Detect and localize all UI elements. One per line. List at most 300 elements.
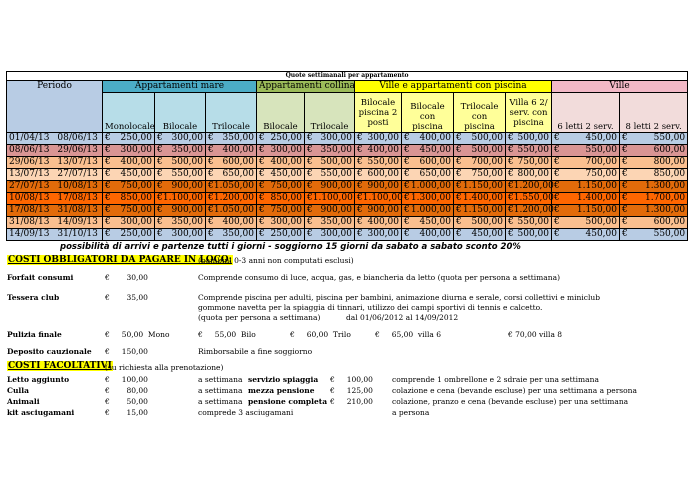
price-value: 450,00: [270, 169, 302, 179]
price-value: 700,00: [585, 157, 617, 167]
price-cell: [620, 145, 688, 157]
price-value: 900,00: [320, 181, 352, 191]
period-cell: [7, 217, 103, 229]
price-value: 550,00: [367, 157, 399, 167]
currency-symbol: €: [105, 181, 111, 191]
price-cell: [305, 205, 355, 217]
price-cell: [103, 145, 155, 157]
price-cell: [103, 133, 155, 145]
price-cell: [155, 145, 206, 157]
column-header: 8 letti 2 serv.: [620, 93, 688, 133]
currency-symbol: €: [208, 193, 214, 203]
table-row: [7, 157, 688, 169]
currency-symbol: €: [456, 229, 462, 239]
period-to: 29/06/13: [57, 145, 98, 155]
price-value: 300,00: [270, 217, 302, 227]
currency-symbol: €: [307, 133, 313, 143]
price-value: 750,00: [471, 169, 503, 179]
currency-symbol: €: [508, 181, 514, 191]
price-cell: [552, 181, 620, 193]
price-value: 500,00: [517, 229, 549, 239]
price-value: 900,00: [320, 205, 352, 215]
optional-right-desc: colazione, pranzo e cena (bevande escluse) per una settimana: [392, 397, 629, 406]
price-cell: [552, 229, 620, 241]
currency-symbol: €: [157, 169, 163, 179]
price-cell: [103, 205, 155, 217]
period-cell: [7, 169, 103, 181]
optional-left-desc: a settimana: [198, 397, 243, 406]
currency-symbol: €: [554, 133, 560, 143]
currency-symbol: €: [554, 157, 560, 167]
price-value: 900,00: [171, 181, 203, 191]
price-value: 400,00: [270, 157, 302, 167]
pulizia-mono: € 50,00 Mono: [105, 330, 170, 339]
price-cell: [402, 145, 454, 157]
price-cell: [355, 145, 402, 157]
currency-symbol: €: [622, 181, 628, 191]
currency-symbol: €: [622, 217, 628, 227]
currency-symbol: €: [105, 193, 111, 203]
mandatory-costs-subtitle: (bambini 0-3 anni non computati esclusi): [198, 256, 354, 265]
column-header: Trilocale: [305, 93, 355, 133]
price-cell: [552, 157, 620, 169]
currency-symbol: €: [259, 193, 265, 203]
optional-left-amount: € 15,00: [105, 408, 148, 417]
price-cell: [305, 145, 355, 157]
table-row: [7, 181, 688, 193]
price-value: 1.200,00: [213, 193, 254, 203]
price-cell: [506, 157, 552, 169]
deposito-amount: € 150,00: [105, 347, 148, 356]
price-cell: [402, 193, 454, 205]
price-cell: [620, 181, 688, 193]
price-cell: [454, 157, 506, 169]
price-value: 250,00: [270, 133, 302, 143]
currency-symbol: €: [622, 205, 628, 215]
price-value: 600,00: [419, 157, 451, 167]
period-from: 13/07/13: [9, 169, 50, 179]
price-cell: [103, 217, 155, 229]
currency-symbol: €: [622, 157, 628, 167]
currency-symbol: €: [208, 181, 214, 191]
price-value: 1.200,00: [513, 205, 554, 215]
price-value: 550,00: [585, 145, 617, 155]
currency-symbol: €: [157, 133, 163, 143]
currency-symbol: €: [307, 157, 313, 167]
column-header: Bilocale con piscina: [402, 93, 454, 133]
price-value: 400,00: [419, 229, 451, 239]
price-value: 900,00: [171, 205, 203, 215]
currency-symbol: €: [404, 145, 410, 155]
price-value: 550,00: [171, 169, 203, 179]
price-value: 300,00: [171, 229, 203, 239]
column-header: 6 letti 2 serv.: [552, 93, 620, 133]
tessera-label: Tessera club: [7, 293, 60, 302]
optional-left-label: Animali: [7, 397, 40, 406]
price-value: 400,00: [222, 217, 254, 227]
column-header: Trilocale: [206, 93, 257, 133]
price-cell: [454, 169, 506, 181]
price-cell: [454, 193, 506, 205]
price-value: 350,00: [222, 133, 254, 143]
price-cell: [355, 133, 402, 145]
price-cell: [206, 193, 257, 205]
price-cell: [454, 133, 506, 145]
optional-left-amount: € 100,00: [105, 375, 148, 384]
currency-symbol: €: [357, 205, 363, 215]
price-cell: [257, 145, 305, 157]
price-cell: [402, 217, 454, 229]
currency-symbol: €: [307, 145, 313, 155]
price-cell: [454, 205, 506, 217]
period-from: 29/06/13: [9, 157, 50, 167]
price-cell: [305, 181, 355, 193]
price-value: 500,00: [171, 157, 203, 167]
period-cell: [7, 133, 103, 145]
price-cell: [206, 181, 257, 193]
currency-symbol: €: [259, 205, 265, 215]
period-from: 01/04/13: [9, 133, 50, 143]
table-title: Quote settimanali per appartamento: [7, 72, 688, 81]
currency-symbol: €: [259, 229, 265, 239]
currency-symbol: €: [622, 193, 628, 203]
period-cell: [7, 229, 103, 241]
group-header: Ville: [552, 81, 688, 93]
tessera-dates: dal 01/06/2012 al 14/09/2012: [346, 313, 459, 322]
price-cell: [402, 169, 454, 181]
price-value: 750,00: [120, 205, 152, 215]
price-cell: [620, 157, 688, 169]
currency-symbol: €: [105, 157, 111, 167]
price-value: 1.200,00: [513, 181, 554, 191]
price-cell: [402, 205, 454, 217]
currency-symbol: €: [208, 145, 214, 155]
price-cell: [552, 145, 620, 157]
price-value: 300,00: [367, 229, 399, 239]
price-cell: [506, 229, 552, 241]
price-cell: [620, 193, 688, 205]
tessera-desc: (quota per persona a settimana): [198, 313, 321, 322]
price-value: 450,00: [585, 133, 617, 143]
price-cell: [355, 169, 402, 181]
price-value: 550,00: [653, 133, 686, 143]
price-cell: [257, 169, 305, 181]
price-cell: [257, 217, 305, 229]
deposito-label: Deposito cauzionale: [7, 347, 92, 356]
price-cell: [552, 217, 620, 229]
price-value: 800,00: [517, 169, 549, 179]
price-value: 250,00: [120, 133, 152, 143]
forfait-amount: € 30,00: [105, 273, 148, 282]
price-value: 1.050,00: [213, 181, 254, 191]
column-header: Bilocale piscina 2 posti: [355, 93, 402, 133]
price-value: 600,00: [653, 145, 686, 155]
price-cell: [552, 169, 620, 181]
currency-symbol: €: [508, 145, 514, 155]
price-cell: [206, 157, 257, 169]
price-value: 350,00: [171, 145, 203, 155]
price-cell: [155, 193, 206, 205]
price-cell: [155, 133, 206, 145]
price-value: 400,00: [367, 145, 399, 155]
price-cell: [206, 205, 257, 217]
price-value: 500,00: [471, 133, 503, 143]
currency-symbol: €: [508, 217, 514, 227]
tessera-desc: Comprende piscina per adulti, piscina per bambini, animazione diurna e serale, corsi collettivi e miniclub: [198, 293, 600, 302]
price-cell: [355, 157, 402, 169]
currency-symbol: €: [404, 133, 410, 143]
currency-symbol: €: [307, 169, 313, 179]
price-value: 400,00: [419, 133, 451, 143]
currency-symbol: €: [508, 157, 514, 167]
currency-symbol: €: [307, 181, 313, 191]
currency-symbol: €: [622, 133, 628, 143]
price-value: 450,00: [120, 169, 152, 179]
currency-symbol: €: [157, 217, 163, 227]
group-header: Ville e appartamenti con piscina: [355, 81, 552, 93]
price-cell: [355, 181, 402, 193]
table-row: [7, 229, 688, 241]
currency-symbol: €: [456, 169, 462, 179]
period-cell: [7, 145, 103, 157]
group-header: Appartamenti mare: [103, 81, 257, 93]
price-cell: [103, 229, 155, 241]
column-header: Monolocale: [103, 93, 155, 133]
mandatory-costs-title: COSTI OBBLIGATORI DA PAGARE IN LOCO:: [8, 255, 232, 265]
currency-symbol: €: [622, 229, 628, 239]
price-value: 1.300,00: [645, 181, 686, 191]
price-cell: [155, 169, 206, 181]
period-header: Periodo: [7, 81, 103, 133]
currency-symbol: €: [456, 145, 462, 155]
price-value: 750,00: [585, 169, 617, 179]
price-value: 650,00: [222, 169, 254, 179]
currency-symbol: €: [456, 205, 462, 215]
period-to: 17/08/13: [57, 193, 98, 203]
currency-symbol: €: [357, 181, 363, 191]
price-cell: [155, 157, 206, 169]
price-value: 1.100,00: [312, 193, 353, 203]
currency-symbol: €: [404, 229, 410, 239]
price-cell: [155, 181, 206, 193]
price-cell: [257, 133, 305, 145]
currency-symbol: €: [622, 145, 628, 155]
price-value: 1.300,00: [410, 193, 451, 203]
column-header: Trilocale con piscina: [454, 93, 506, 133]
price-cell: [355, 229, 402, 241]
price-cell: [206, 133, 257, 145]
price-cell: [620, 217, 688, 229]
currency-symbol: €: [456, 157, 462, 167]
price-cell: [506, 181, 552, 193]
price-cell: [506, 217, 552, 229]
period-to: 13/07/13: [57, 157, 98, 167]
currency-symbol: €: [622, 169, 628, 179]
price-cell: [355, 205, 402, 217]
price-body: [7, 133, 688, 241]
currency-symbol: €: [357, 145, 363, 155]
currency-symbol: €: [259, 133, 265, 143]
price-value: 650,00: [419, 169, 451, 179]
optional-costs-title: COSTI FACOLTATIVI: [8, 361, 112, 371]
price-value: 850,00: [270, 193, 302, 203]
currency-symbol: €: [105, 205, 111, 215]
currency-symbol: €: [157, 193, 163, 203]
price-cell: [305, 133, 355, 145]
price-value: 750,00: [517, 157, 549, 167]
price-cell: [305, 193, 355, 205]
currency-symbol: €: [259, 145, 265, 155]
price-value: 1.150,00: [462, 205, 503, 215]
optional-right-desc: a persona: [392, 408, 430, 417]
optional-left-label: kit asciugamani: [7, 408, 75, 417]
optional-right-amount: € 100,00: [330, 375, 373, 384]
pulizia-trilo: € 60,00 Trilo: [290, 330, 351, 339]
price-cell: [454, 217, 506, 229]
currency-symbol: €: [554, 217, 560, 227]
price-value: 700,00: [471, 157, 503, 167]
price-value: 1.550,00: [513, 193, 554, 203]
currency-symbol: €: [259, 169, 265, 179]
currency-symbol: €: [404, 157, 410, 167]
price-value: 500,00: [517, 133, 549, 143]
price-cell: [402, 181, 454, 193]
column-header: Villa 6 2/ serv. con piscina: [506, 93, 552, 133]
currency-symbol: €: [456, 181, 462, 191]
price-value: 600,00: [367, 169, 399, 179]
price-cell: [506, 193, 552, 205]
currency-symbol: €: [554, 193, 560, 203]
price-value: 350,00: [222, 229, 254, 239]
currency-symbol: €: [259, 217, 265, 227]
period-to: 27/07/13: [57, 169, 98, 179]
forfait-desc: Comprende consumo di luce, acqua, gas, e biancheria da letto (quota per persona a settimana): [198, 273, 560, 282]
currency-symbol: €: [208, 169, 214, 179]
price-cell: [206, 145, 257, 157]
currency-symbol: €: [357, 193, 363, 203]
price-value: 1.150,00: [462, 181, 503, 191]
price-value: 450,00: [419, 217, 451, 227]
price-value: 550,00: [653, 229, 686, 239]
currency-symbol: €: [508, 229, 514, 239]
price-value: 500,00: [471, 145, 503, 155]
table-row: [7, 133, 688, 145]
price-cell: [305, 157, 355, 169]
price-cell: [257, 181, 305, 193]
optional-right-label: mezza pensione: [248, 386, 315, 395]
currency-symbol: €: [105, 145, 111, 155]
currency-symbol: €: [157, 157, 163, 167]
forfait-label: Forfait consumi: [7, 273, 74, 282]
price-cell: [257, 157, 305, 169]
price-cell: [552, 193, 620, 205]
period-from: 14/09/13: [9, 229, 50, 239]
price-cell: [620, 205, 688, 217]
period-from: 17/08/13: [9, 205, 50, 215]
optional-left-desc: a settimana: [198, 386, 243, 395]
discount-note: possibilità di arrivi e partenze tutti i giorni - soggiorno 15 giorni da sabato a sabato sconto 20%: [60, 242, 521, 252]
currency-symbol: €: [404, 217, 410, 227]
currency-symbol: €: [554, 229, 560, 239]
price-value: 400,00: [120, 157, 152, 167]
currency-symbol: €: [259, 181, 265, 191]
currency-symbol: €: [208, 205, 214, 215]
currency-symbol: €: [208, 133, 214, 143]
optional-right-amount: € 125,00: [330, 386, 373, 395]
price-value: 750,00: [270, 205, 302, 215]
table-row: [7, 205, 688, 217]
price-value: 1.100,00: [362, 193, 403, 203]
currency-symbol: €: [404, 205, 410, 215]
price-cell: [620, 229, 688, 241]
group-header: Appartamenti collina: [257, 81, 355, 93]
currency-symbol: €: [157, 205, 163, 215]
currency-symbol: €: [554, 169, 560, 179]
optional-left-label: Culla: [7, 386, 29, 395]
price-cell: [402, 157, 454, 169]
price-cell: [155, 217, 206, 229]
price-value: 1.000,00: [410, 205, 451, 215]
price-value: 300,00: [171, 133, 203, 143]
price-value: 1.100,00: [162, 193, 203, 203]
currency-symbol: €: [456, 193, 462, 203]
pulizia-villa8: € 70,00 villa 8: [508, 330, 563, 339]
price-cell: [257, 193, 305, 205]
currency-symbol: €: [357, 133, 363, 143]
optional-right-amount: € 210,00: [330, 397, 373, 406]
currency-symbol: €: [554, 205, 560, 215]
price-value: 1.300,00: [645, 205, 686, 215]
price-cell: [103, 193, 155, 205]
optional-right-label: pensione completa: [248, 397, 328, 406]
price-value: 450,00: [419, 145, 451, 155]
price-value: 350,00: [320, 145, 352, 155]
currency-symbol: €: [404, 193, 410, 203]
currency-symbol: €: [456, 133, 462, 143]
optional-right-desc: comprende 1 ombrellone e 2 sdraie per una settimana: [392, 375, 599, 384]
currency-symbol: €: [208, 229, 214, 239]
price-value: 500,00: [585, 217, 617, 227]
price-value: 500,00: [471, 217, 503, 227]
period-cell: [7, 205, 103, 217]
price-value: 250,00: [120, 229, 152, 239]
tessera-amount: € 35,00: [105, 293, 148, 302]
price-cell: [402, 133, 454, 145]
price-cell: [454, 181, 506, 193]
period-to: 31/10/13: [57, 229, 98, 239]
currency-symbol: €: [307, 205, 313, 215]
period-to: 10/08/13: [57, 181, 98, 191]
currency-symbol: €: [105, 133, 111, 143]
price-value: 300,00: [320, 229, 352, 239]
currency-symbol: €: [105, 229, 111, 239]
optional-left-amount: € 80,00: [105, 386, 148, 395]
period-cell: [7, 193, 103, 205]
price-cell: [155, 229, 206, 241]
currency-symbol: €: [357, 217, 363, 227]
currency-symbol: €: [208, 157, 214, 167]
price-value: 850,00: [653, 169, 686, 179]
currency-symbol: €: [554, 145, 560, 155]
price-cell: [206, 217, 257, 229]
price-value: 500,00: [320, 157, 352, 167]
price-value: 300,00: [270, 145, 302, 155]
period-cell: [7, 157, 103, 169]
pulizia-bilo: € 55,00 Bilo: [198, 330, 256, 339]
column-header: Bilocale: [257, 93, 305, 133]
price-value: 550,00: [320, 169, 352, 179]
price-value: 300,00: [320, 133, 352, 143]
